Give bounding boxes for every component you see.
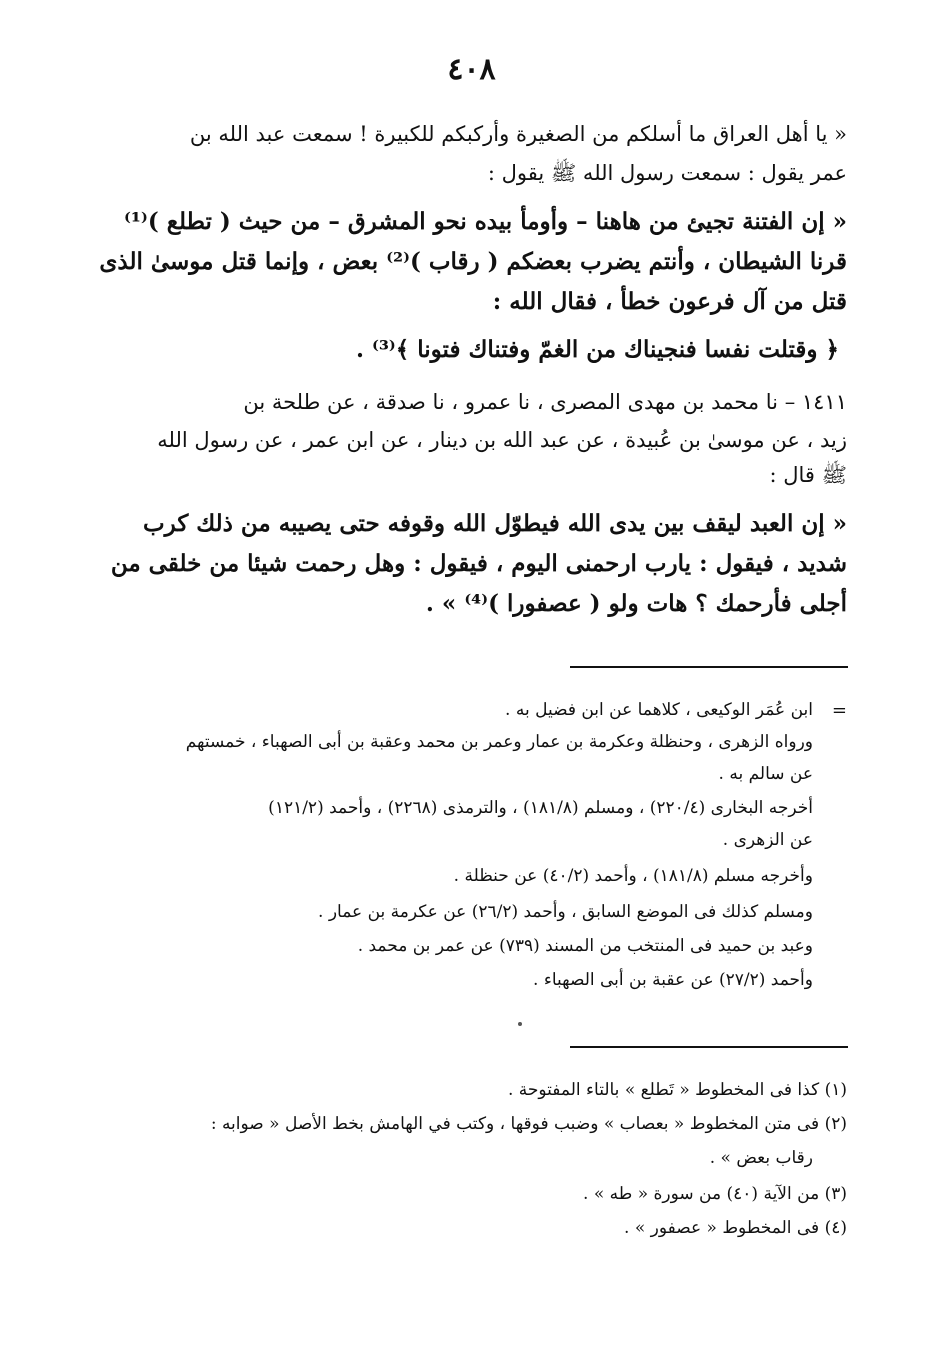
continuation-marker: =: [831, 700, 847, 721]
body-line: « يا أهل العراق ما أسلكم من الصغيرة وأركبكم للكبيرة ! سمعت عبد الله بن: [189, 122, 847, 146]
commentary-line: ابن عُمَر الوكيعى ، كلاهما عن ابن فضيل به .: [505, 700, 813, 720]
commentary-line: ومسلم كذلك فى الموضع السابق ، وأحمد (٢٦/٢) عن عكرمة بن عمار .: [318, 902, 813, 922]
isnad-line: ﷺ قال :: [769, 463, 847, 487]
hadith-line: شديد ، فيقول : يارب ارحمنى اليوم ، فيقول : وهل رحمت شيئا من خلقى من: [110, 550, 847, 577]
quran-verse: ﴿ وقتلت نفسا فنجيناك من الغمّ وفتناك فتونا ﴾⁽³⁾ .: [355, 336, 839, 363]
isnad-line: زيد ، عن موسىٰ بن عُبيدة ، عن عبد الله بن دينار ، عن ابن عمر ، عن رسول الله: [157, 428, 847, 452]
commentary-line: وأحمد (٢٧/٢) عن عقبة بن أبى الصهباء .: [533, 970, 813, 990]
footnote-separator: [570, 1046, 848, 1048]
commentary-line: ورواه الزهرى ، وحنظلة وعكرمة بن عمار وعمر بن محمد وعقبة بن أبى الصهباء ، خمستهم: [185, 732, 813, 752]
footnote-continuation: رقاب بعض » .: [709, 1148, 813, 1168]
commentary-line: عن الزهرى .: [722, 830, 813, 850]
footnote: (٤) فى المخطوط « عصفور » .: [624, 1218, 847, 1238]
isnad-line: ١٤١١ – نا محمد بن مهدى المصرى ، نا عمرو ، نا صدقة ، عن طلحة بن: [243, 390, 847, 414]
hadith-line: أجلى فأرحمك ؟ هات ولو ( عصفورا )⁽⁴⁾ » .: [425, 590, 847, 617]
commentary-line: أخرجه البخارى (٢٢٠/٤) ، ومسلم (١٨١/٨) ، والترمذى (٢٢٦٨) ، وأحمد (١٢١/٢): [268, 798, 813, 818]
hadith-line: قرنا الشيطان ، وأنتم يضرب بعضكم ( رقاب )⁽²⁾ بعض ، وإنما قتل موسىٰ الذى: [99, 248, 847, 275]
hadith-line: « إن العبد ليقف بين يدى الله فيطوّل الله وقوفه حتى يصيبه من ذلك كرب: [142, 510, 847, 537]
hadith-line: « إن الفتنة تجيئ من هاهنا – وأومأ بيده نحو المشرق – من حيث ( تطلع )⁽¹⁾: [124, 208, 847, 235]
commentary-line: عن سالم به .: [718, 764, 813, 784]
commentary-line: وعبد بن حميد فى المنتخب من المسند (٧٣٩) عن عمر بن محمد .: [357, 936, 813, 956]
hadith-line: قتل من آل فرعون خطأ ، فقال الله :: [492, 288, 847, 315]
footnote: (٢) فى متن المخطوط « بعصاب » وضبب فوقها ، وكتب في الهامش بخط الأصل « صوابه :: [210, 1114, 847, 1134]
separator-rule: [570, 666, 848, 668]
footnote: (٣) من الآية (٤٠) من سورة « طه » .: [583, 1184, 847, 1204]
page-number: ٤٠٨: [447, 52, 496, 87]
footnote: (١) كذا فى المخطوط « تَطلع » بالتاء المفتوحة .: [507, 1080, 847, 1100]
commentary-line: وأخرجه مسلم (١٨١/٨) ، وأحمد (٤٠/٢) عن حنظلة .: [453, 866, 813, 886]
body-line: عمر يقول : سمعت رسول الله ﷺ يقول :: [487, 161, 847, 185]
stray-mark: [518, 1022, 522, 1026]
